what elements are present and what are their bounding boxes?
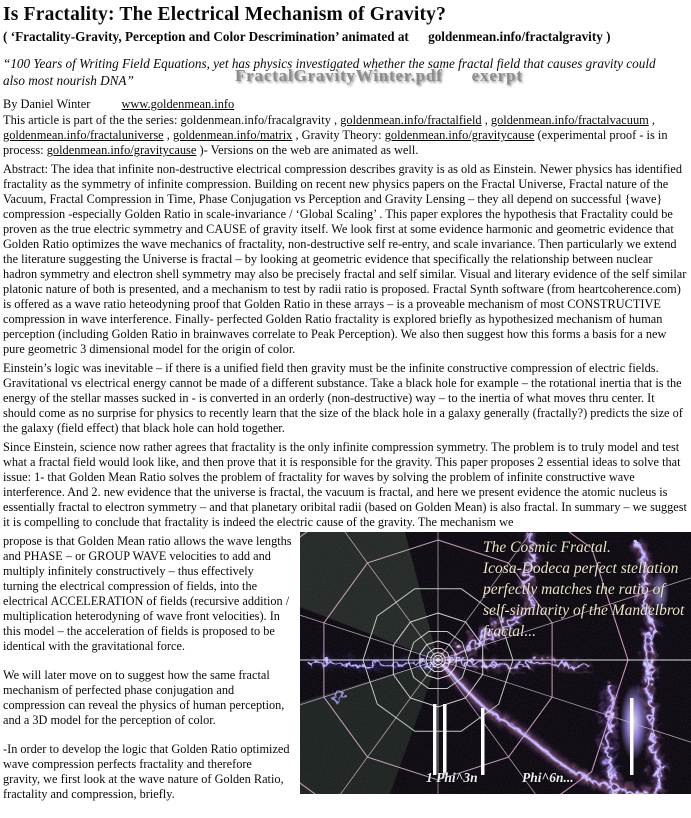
- caption-line: fractal...: [483, 623, 536, 641]
- link-gravitycause[interactable]: goldenmean.info/gravitycause: [384, 128, 535, 143]
- author-site-link[interactable]: www.goldenmean.info: [121, 96, 235, 111]
- link-fractalvacuum[interactable]: goldenmean.info/fractalvacuum: [490, 112, 649, 127]
- series-text: (experimental proof - is in process:: [3, 128, 668, 158]
- phi-axis-label-2: Phi^6n...: [522, 770, 574, 786]
- page-subtitle: [3, 29, 688, 45]
- series-text: , Gravity Theory:: [292, 128, 385, 143]
- subtitle-text: ( ‘Fractality-Gravity, Perception and Color Descrimination’ animated at: [3, 28, 409, 44]
- since-einstein-paragraph: Since Einstein, science now rather agrees that fractality is the only infinite compression symmetry. The problem is to truly model and test what a fractal field would look like, and then prove that it is responsible for the gravity. This paper proposes 2 essential ideas to solve that issue: 1- that Golden Mean Ratio solves the problem of fractality for waves by solving the problem of infinite constructive wave interference. And 2. new evidence that the universe is fractal, the vacuum is fractal, and here we present evidence the atomic nucleus is essentially fractal to electron symmetry – and that planetary oribital radii (based on Golden Mean) is also fractal. In summary – we suggest it is compelling to conclude that fractality is indeed the electric cause of the gravity. The mechanism we: [3, 440, 687, 530]
- series-text: ,: [481, 112, 491, 127]
- abstract-paragraph: Abstract: The idea that infinite non-destructive electrical compression describes gravity is as old as Einstein. Newer physics has identified fractality as the symmetry of infinite compression. Building on recent new physics papers on the Fractal Universe, Fractal nature of the Vacuum, Fractal Compression in Time, Phase Conjugation vs Perception and Gravity Lensing – they all depend on successful {wave} compression -especially Golden Ratio in scale-invariance / ‘Global Scaling’ . This paper explores the hypothesis that Fractality could be proven as the true electric symmetry and CAUSE of gravity itself. We look first at some evidence harmonic and geometric evidence that Golden Ratio optimizes the wave mechanics of fractality, non-destructive self re-entry, and scale invariance. Then particularly we extend the literature suggesting the Universe is fractal – by looking at geometric evidence that specifically the relationship between nuclear hadron symmetry and electron shell symmetry may also be precisely fractal and self similar. Visual and literary evidence of the self similar platonic nature of both is presented, and a mechanism to test by radii ratio is proposed. Fractal Synth software (from heartcoherence.com) is offered as a wave ratio heteodyning proof that Golden Ratio in these arrays – is a proveable mechanism of most CONSTRUCTIVE compression in wave interference. Finally- perfected Golden Ratio fractality is explored briefly as hypothesized mechanism of human perception (including Golden Ratio in brainwaves correlate to Peak Perception). We also then suggest how this forms a basis for a new pure geometric 3 dimensional model for the origin of color.: [3, 162, 687, 357]
- series-text: ,: [648, 112, 656, 127]
- author-name: By Daniel Winter: [3, 96, 91, 111]
- phi-axis-label-1: 1 Phi^3n: [426, 770, 478, 786]
- pdf-excerpt-note: exerpt: [471, 66, 523, 85]
- einstein-paragraph: Einstein’s logic was inevitable – if there is a unified field then gravity must be the infinite constructive compression of electric fields. Gravitational vs electrical energy cannot be made of a different substance. Take a black hole for example – the rotational inertia that is the energy of the stellar masses sucked in - is converted in an orderly (non-destructive) way – to the inertia of what moves thru center. It should come as no surprise for physics to recently learn that the size of the black hole in a galaxy generally (fractally?) predicts the size of the galaxy (field effect) that black hole can hold together.: [3, 361, 683, 436]
- caption-line: The Cosmic Fractal.: [483, 539, 611, 557]
- epigraph-quote: “100 Years of Writing Field Equations, yet has physics investigated whether the same fractal field that causes gravity could also most nourish DNA”: [3, 55, 656, 88]
- caption-line: perfectly matches the ratio of: [483, 581, 665, 599]
- link-gravitycause-2[interactable]: goldenmean.info/gravitycause: [46, 143, 197, 158]
- link-fractalfield[interactable]: goldenmean.info/fractalfield: [340, 112, 482, 127]
- caption-line: self-similarity of the Mandelbrot: [483, 602, 685, 620]
- series-text: ,: [163, 128, 173, 143]
- figure-caption: [483, 537, 691, 642]
- subtitle-link-text: goldenmean.info/fractalgravity ): [428, 28, 611, 44]
- caption-line: Icosa-Dodeca perfect stellation: [483, 560, 679, 578]
- later-paragraph: We will later move on to suggest how the same fractal mechanism of perfected phase conjugation and compression can reveal the physics of human perception, and a 3D model for the perception of color.: [3, 668, 285, 728]
- pdf-filename-label: [235, 66, 523, 86]
- link-matrix[interactable]: goldenmean.info/matrix: [172, 128, 293, 143]
- fractal-figure: [300, 532, 691, 794]
- pdf-filename: FractalGravityWinter.pdf: [235, 66, 443, 85]
- page-title: Is Fractality: The Electrical Mechanism of Gravity?: [3, 4, 447, 25]
- series-text: )- Versions on the web are animated as well.: [196, 143, 419, 158]
- mechanism-paragraph: propose is that Golden Mean ratio allows the wave lengths and PHASE – or GROUP WAVE velocities to add and multiply infinitely constructively – thus effectively turning the electrical compression of fields, into the electrical ACCELERATION of fields (recursive addition / multiplication heterodyning of wave front velocities). In this model – the acceleration of fields is proposed to be identical with the gravitational force.: [3, 534, 292, 654]
- in-order-paragraph: -In order to develop the logic that Golden Ratio optimized wave compression perfects fractality and therefore gravity, we first look at the wave nature of Golden Ratio, fractality and compression, briefly.: [3, 742, 290, 802]
- series-links-paragraph: [3, 113, 688, 159]
- byline: [3, 97, 688, 112]
- series-text: This article is part of the the series: goldenmean.info/fracalgravity ,: [3, 112, 341, 127]
- bright-fractal-core: [620, 684, 648, 760]
- link-fractaluniverse[interactable]: goldenmean.info/fractaluniverse: [3, 128, 164, 143]
